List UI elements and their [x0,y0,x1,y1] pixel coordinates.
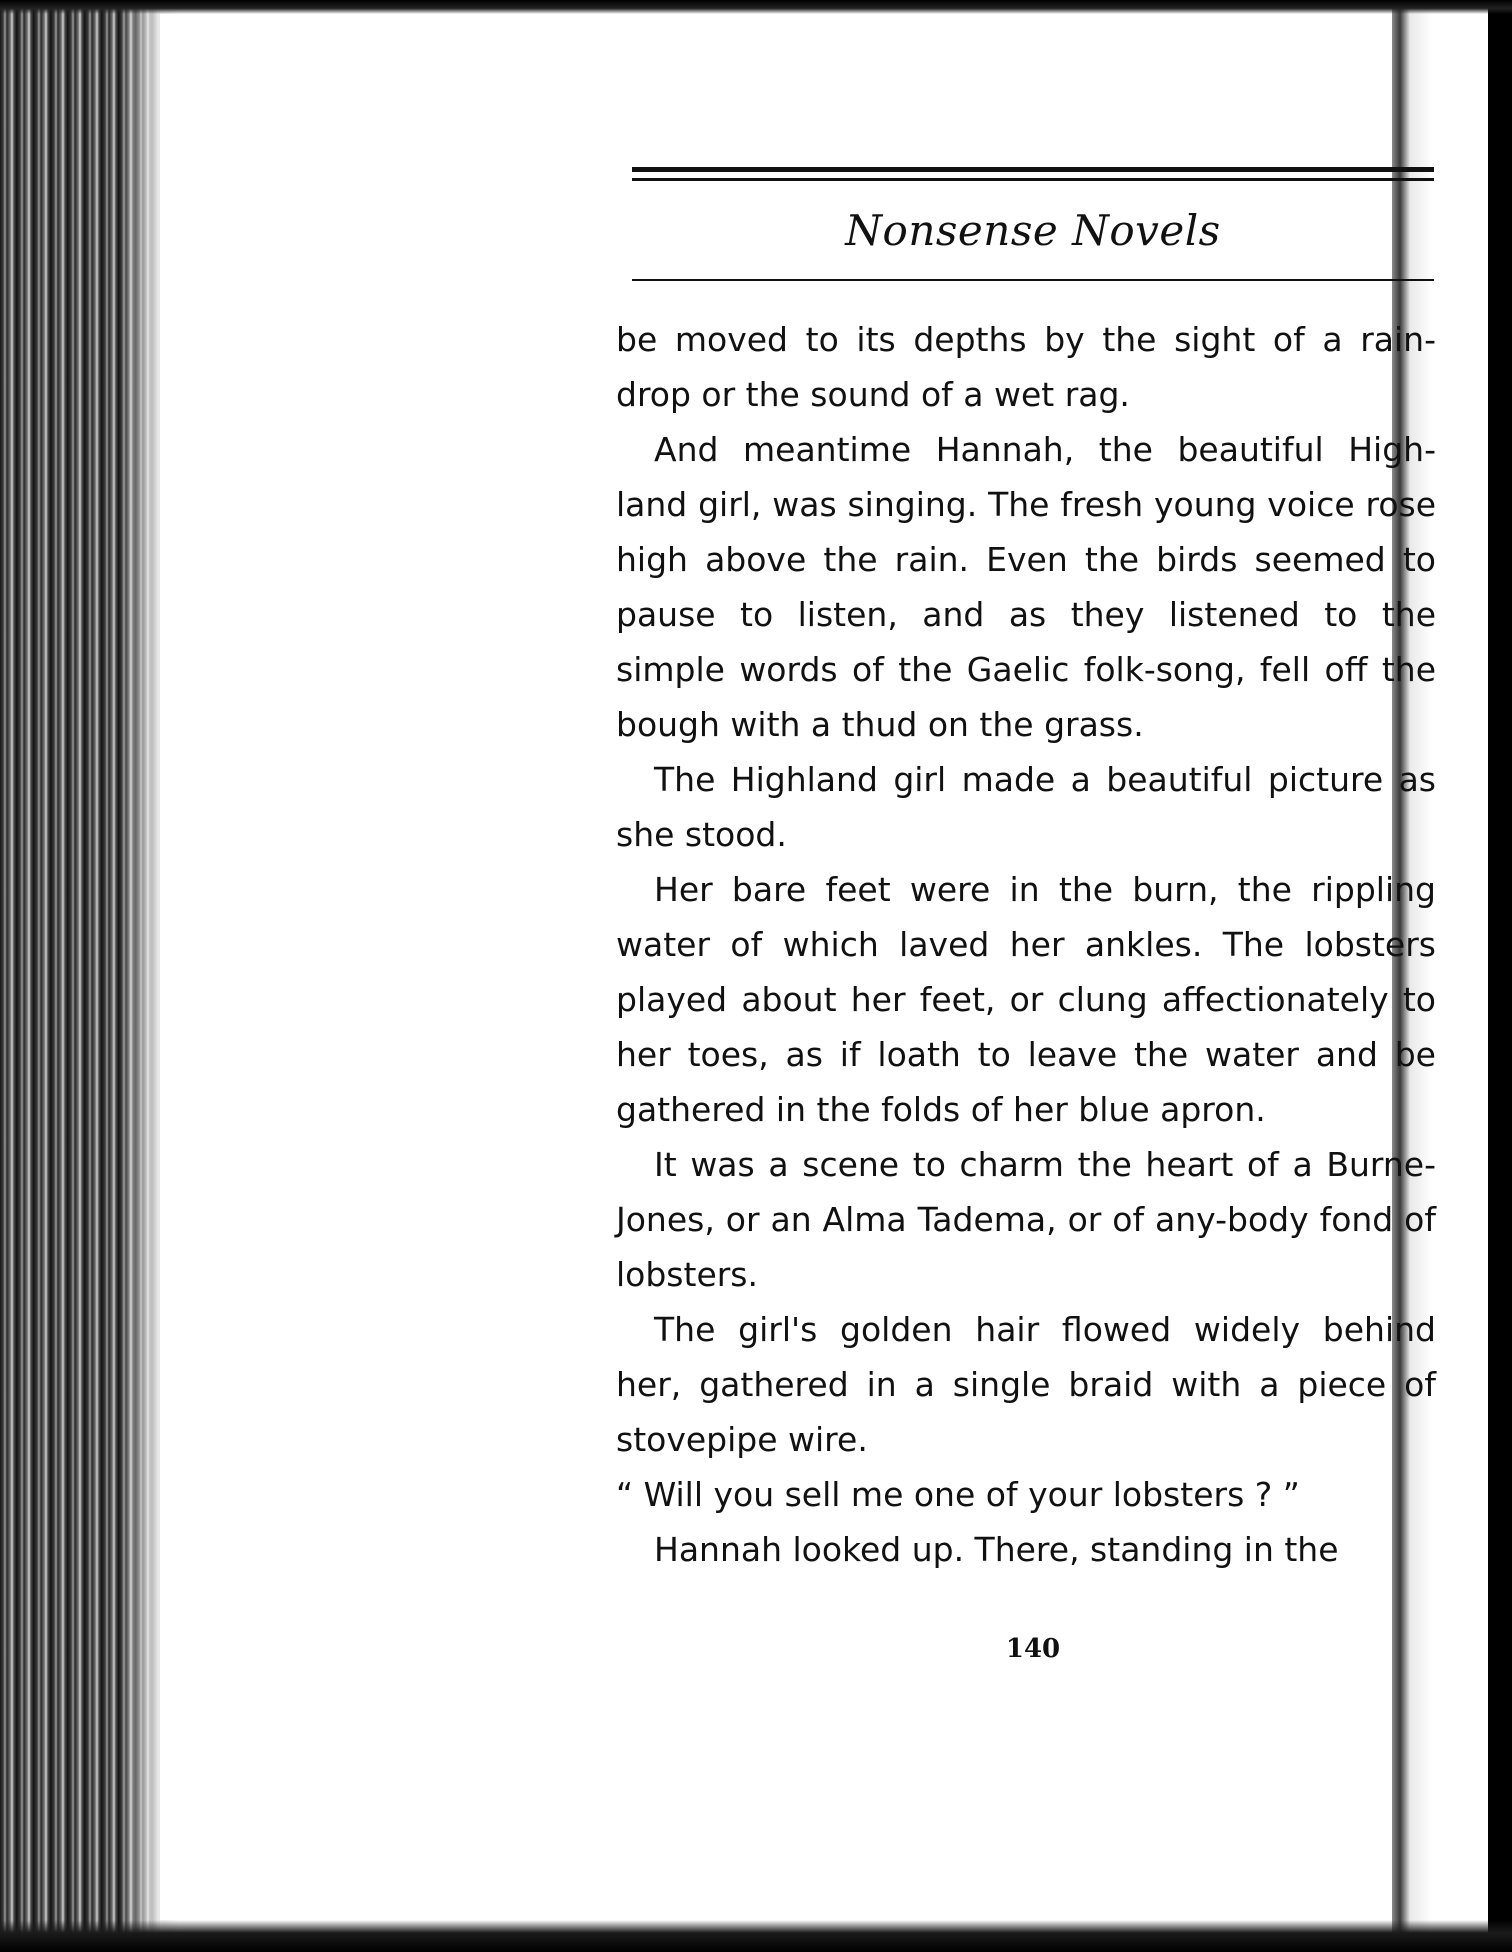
paragraph: The Highland girl made a beautiful picture as she stood. [616,760,1436,854]
paragraph: And meantime Hannah, the beautiful High-land girl, was singing. The fresh young voice rose high above the rain. Even the birds seemed to pause to listen, and as they listened to the simple words of the Gaelic folk-song, fell off the bough with a thud on the grass. [616,430,1436,744]
top-edge [0,0,1512,14]
bottom-edge [0,1920,1512,1952]
book-page [160,14,1436,1920]
paragraph: Hannah looked up. There, standing in the [654,1530,1339,1569]
body-text [616,312,1436,1577]
paragraph: It was a scene to charm the heart of a Burne-Jones, or an Alma Tadema, or of any-body fond of lobsters. [616,1145,1436,1294]
paragraph: The girl's golden hair flowed widely behind her, gathered in a single braid with a piece of stovepipe wire. [616,1310,1436,1459]
running-head: Nonsense Novels [845,206,1221,255]
header-rule-thick [632,167,1434,172]
header-rule-bottom [632,279,1434,281]
header-rule-thin [632,178,1434,181]
paragraph: be moved to its depths by the sight of a rain-drop or the sound of a wet rag. [616,320,1436,414]
paragraph: “ Will you sell me one of your lobsters ? ” [616,1475,1300,1514]
paragraph: Her bare feet were in the burn, the rippling water of which laved her ankles. The lobsters played about her feet, or clung affectionately to her toes, as if loath to leave the water and be gathered in the folds of her blue apron. [616,870,1436,1129]
page-number: 140 [1005,1634,1061,1664]
